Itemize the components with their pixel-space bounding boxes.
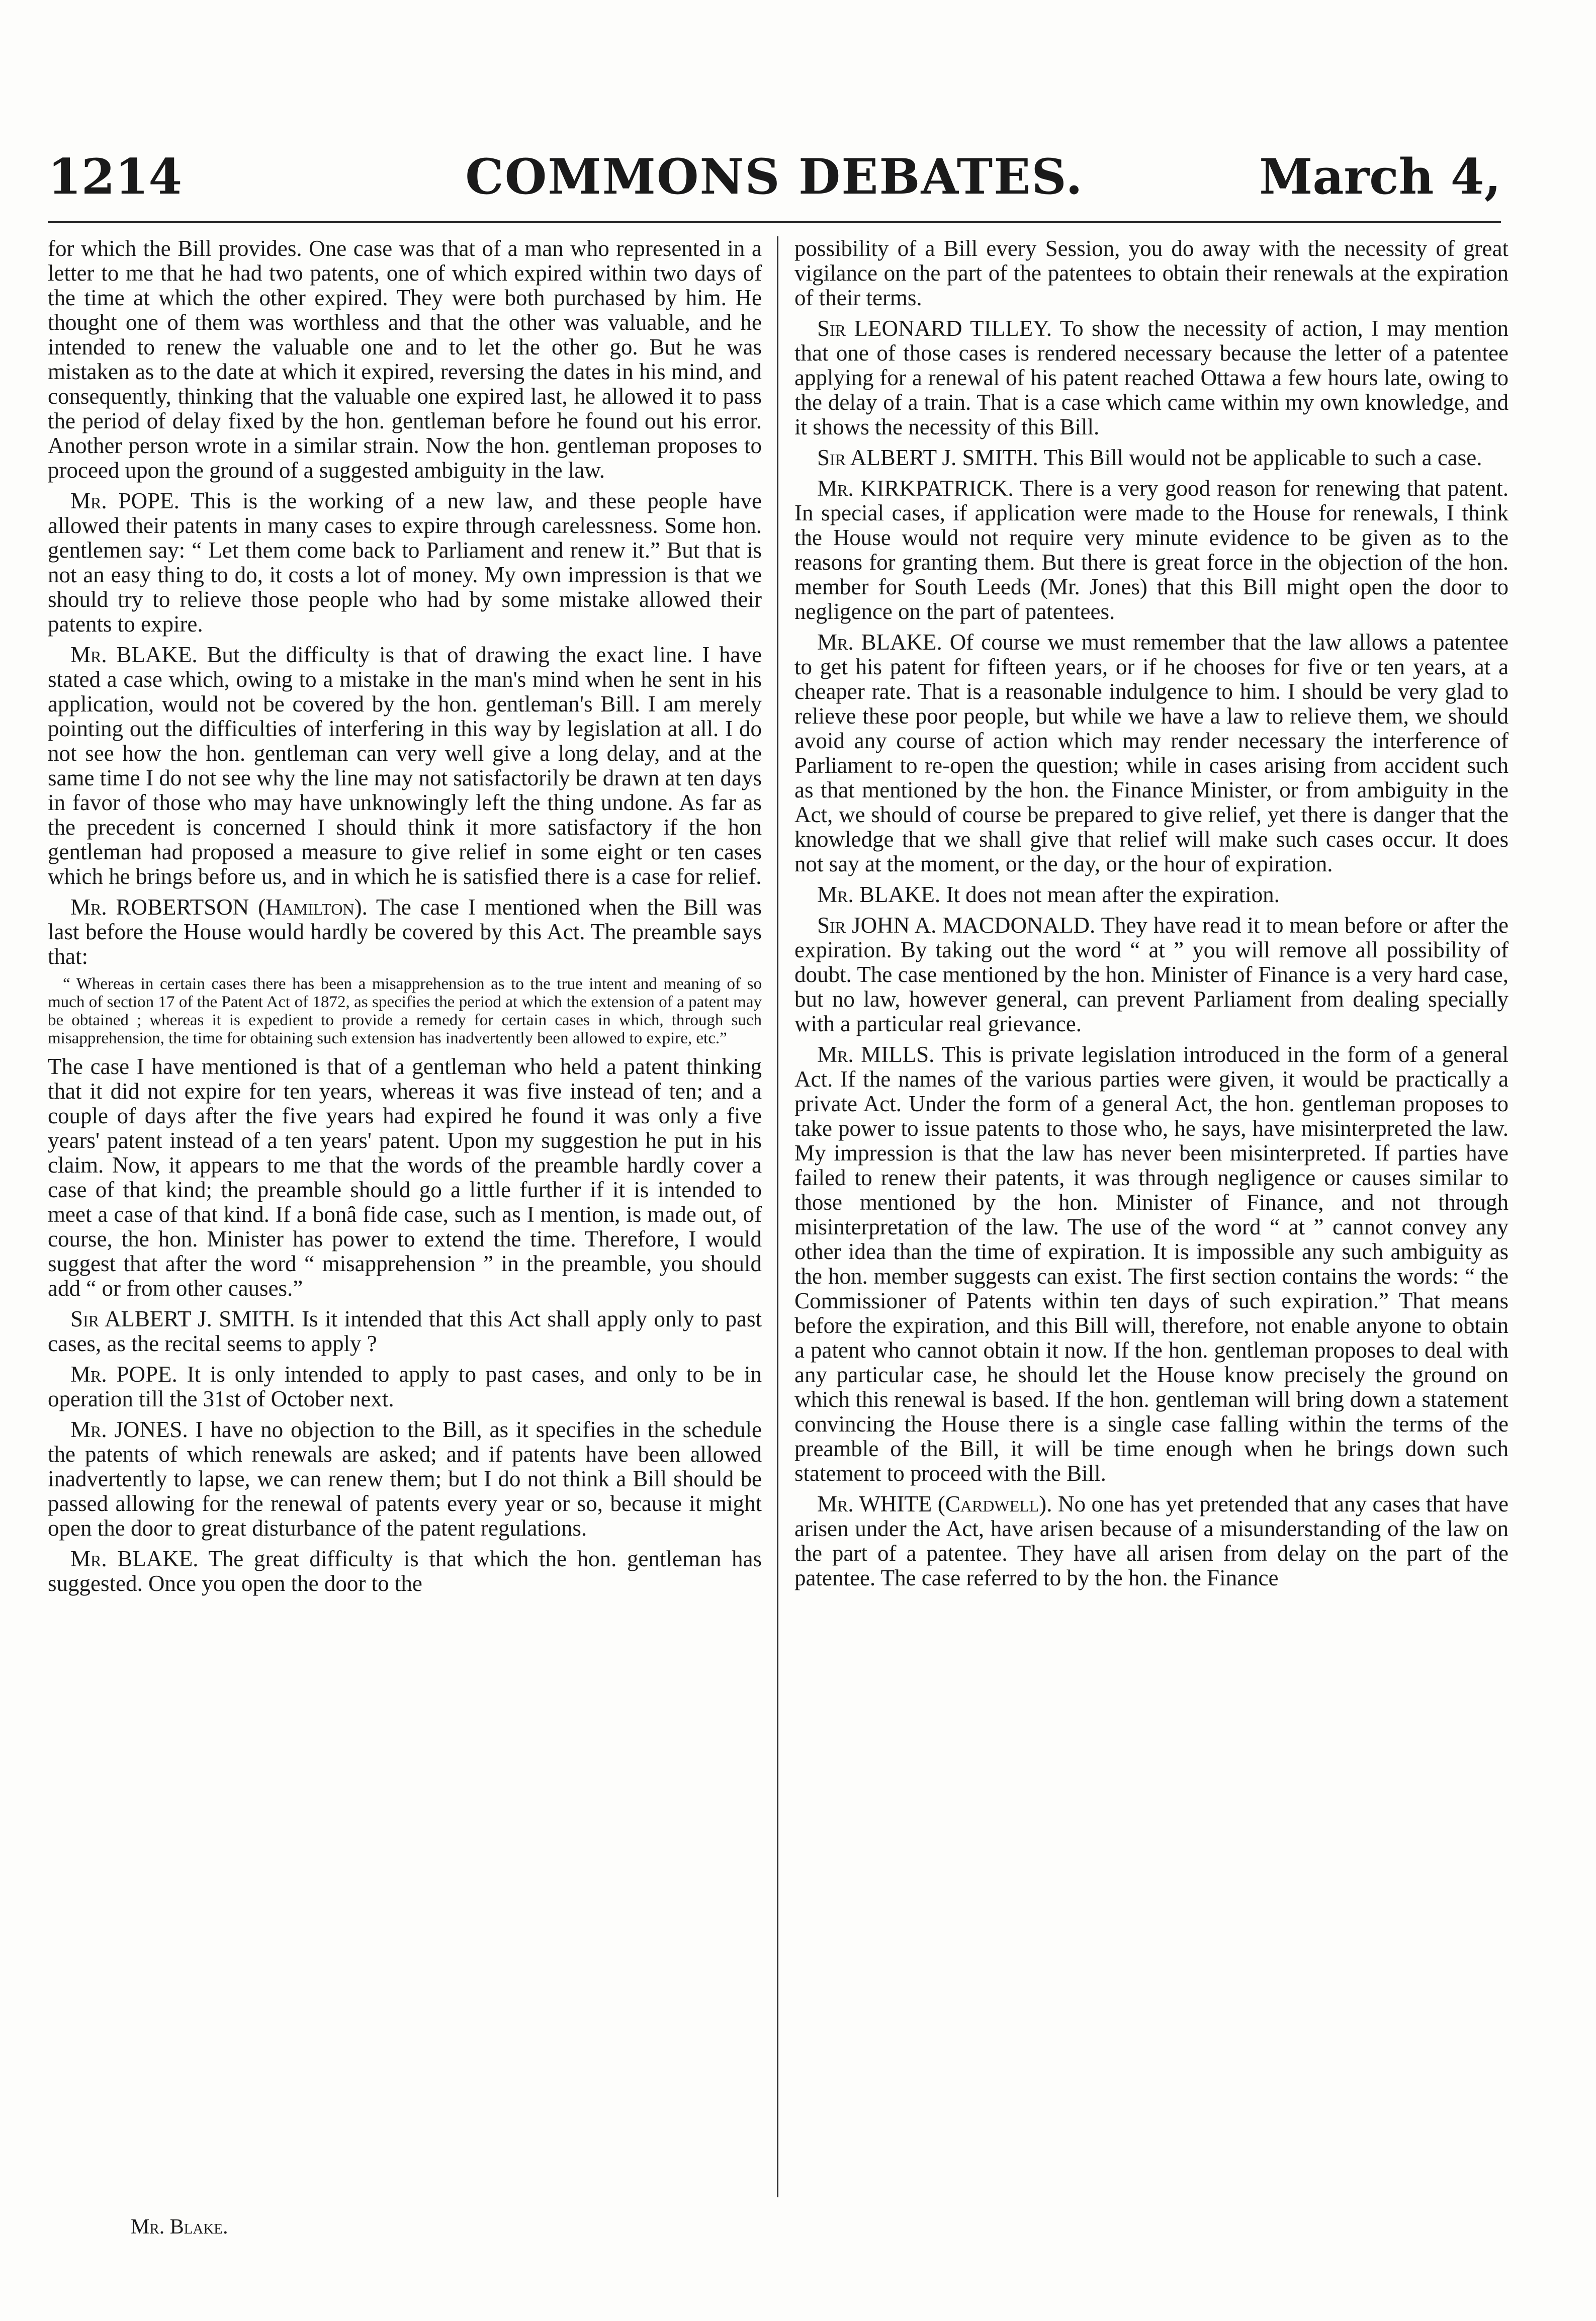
speaker-name: Mr. MILLS. (817, 1042, 935, 1067)
speech-text: The case I have mentioned is that of a gentleman who held a patent thinking that it did not expire for ten years, whereas it was five instead of ten; and a couple of days after the five years had expired he found it was only a five years' patent instead of a ten years' patent. Upon my suggestion he put in his claim. Now, it appears to me that the words of the preamble hardly cover a case of that kind; the preamble should go a little further if it is intended to meet a case of that kind. If a bonâ fide case, such as I mention, is made out, of course, the hon. Minister has power to extend the time. Therefore, I would suggest that after the word “ misapprehension ” in the preamble, you should add “ or from other causes.” (48, 1054, 762, 1301)
speech-paragraph (48, 1417, 762, 1541)
column-divider (777, 236, 778, 2197)
speech-paragraph (48, 1547, 762, 1596)
speech-text: They have read it to mean before or after the expiration. By taking out the word “ at ” you will remove all possibility of doubt. The case mentioned by the hon. Minister of Finance is a very hard case, but no law, however general, can prevent Parliament from dealing specially with a particular real grievance. (794, 913, 1509, 1036)
speech-text: This is the working of a new law, and these people have allowed their patents in many cases to expire through carelessness. Some hon. gentlemen say: “ Let them come back to Parliament and renew it.” But that is not an easy thing to do, it costs a lot of money. My own impression is that we should try to relieve those people who had by some mistake allowed their patents to expire. (48, 488, 762, 637)
quoted-preamble: “ Whereas in certain cases there has been a misapprehension as to the true intent and meaning of so much of section 17 of the Patent Act of 1872, as specifies the period at which the extension of a patent may be obtained ; whereas it is expedient to provide a remedy for certain cases in which, through such misapprehension, the time for obtaining such extension has inadvertently been allowed to expire, etc.” (48, 975, 762, 1047)
speech-paragraph (794, 1492, 1509, 1590)
speech-paragraph (794, 913, 1509, 1036)
speech-text: No one has yet pretended that any cases that have arisen under the Act, have arisen because of a misunderstanding of the law on the part of a patentee. They have all arisen from delay on the part of the patentee. The case referred to by the hon. the Finance (794, 1491, 1509, 1590)
speech-text: This Bill would not be applicable to such a case. (1043, 445, 1482, 470)
speech-paragraph (794, 236, 1509, 310)
speech-paragraph (48, 489, 762, 637)
page-footer-signature: Mr. Blake. (131, 2215, 228, 2239)
speaker-name: Sir ALBERT J. SMITH. (70, 1306, 295, 1331)
speaker-name: Mr. JONES. (70, 1417, 188, 1442)
speaker-name: Mr. WHITE (Cardwell). (817, 1491, 1052, 1516)
speaker-name: Sir ALBERT J. SMITH. (817, 445, 1038, 470)
speech-text: It is only intended to apply to past cases, and only to be in operation till the 31st of October next. (48, 1362, 762, 1411)
speech-text: It does not mean after the expiration. (946, 882, 1280, 907)
publication-title: COMMONS DEBATES. (465, 148, 1084, 205)
speaker-name: Mr. POPE. (70, 1362, 178, 1387)
speech-paragraph (794, 445, 1509, 470)
speaker-name: Sir JOHN A. MACDONALD. (817, 913, 1096, 938)
speaker-name: Mr. BLAKE. (70, 642, 198, 667)
speech-paragraph (48, 1054, 762, 1301)
speaker-name: Sir LEONARD TILLEY. (817, 316, 1052, 341)
speech-text: Is it intended that this Act shall apply only to past cases, as the recital seems to apply ? (48, 1306, 762, 1356)
speech-paragraph (48, 895, 762, 969)
speech-paragraph (48, 1307, 762, 1356)
speech-text: possibility of a Bill every Session, you do away with the necessity of great vigilance on the part of the patentees to obtain their renewals at the expiration of their terms. (794, 236, 1509, 310)
left-column (48, 236, 762, 2248)
speaker-name: Mr. KIRKPATRICK. (817, 476, 1014, 501)
speaker-name: Mr. BLAKE. (817, 630, 942, 655)
speaker-name: Mr. BLAKE. (817, 882, 941, 907)
speech-paragraph (48, 1362, 762, 1411)
speech-text: There is a very good reason for renewing that patent. In special cases, if application were made to the House for renewals, I think the House would not require very minute evidence to be given as to the reasons for granting them. But there is great force in the objection of the hon. member for South Leeds (Mr. Jones) that this Bill might open the door to negligence on the part of patentees. (794, 476, 1509, 624)
right-column (794, 236, 1509, 2248)
speaker-name: Mr. BLAKE. (70, 1546, 199, 1571)
speech-text: But the difficulty is that of drawing the exact line. I have stated a case which, owing to a mistake in the man's mind when he sent in his application, would not be covered by the hon. gentleman's Bill. I am merely pointing out the difficulties of interfering in this way by legislation at all. I do not see how the hon. gentleman can very well give a long delay, and at the same time I do not see why the line may not satisfactorily be drawn at ten days in favor of those who may have unknowingly left the thing undone. As far as the precedent is concerned I should think it more satisfactory if the hon gentleman had proposed a measure to give relief in some eight or ten cases which he brings before us, and in which he is satisfied there is a case for relief. (48, 642, 762, 889)
header-rule (48, 221, 1501, 223)
page-header (48, 148, 1501, 214)
page-number: 1214 (48, 148, 183, 205)
speaker-name: Mr. POPE. (70, 488, 180, 513)
speech-paragraph (48, 236, 762, 483)
speaker-name: Mr. ROBERTSON (Hamilton). (70, 895, 368, 920)
speech-paragraph (794, 316, 1509, 439)
speech-text: Of course we must remember that the law allows a patentee to get his patent for fifteen years, or if he chooses for five or ten years, at a cheaper rate. That is a reasonable indulgence to him. I should be very glad to relieve these poor people, but while we have a law to relieve them, we should avoid any course of action which may render necessary the interference of Parliament to re-open the question; while in cases arising from accident such as that mentioned by the hon. the Finance Minister, or from ambiguity in the Act, we should of course be prepared to give relief, yet there is danger that the knowledge that we shall give that relief will make such cases occur. It does not say at the moment, or the day, or the hour of expiration. (794, 630, 1509, 876)
speech-paragraph (794, 476, 1509, 624)
speech-paragraph (794, 882, 1509, 907)
speech-text: for which the Bill provides. One case was that of a man who represented in a letter to me that he had two patents, one of which expired within two days of the time at which the other expired. They were both purchased by him. He thought one of them was worthless and that the other was valuable, and he intended to renew the valuable one and to let the other go. But he was mistaken as to the date at which it expired, reversing the dates in his mind, and consequently, thinking that the valuable one expired last, he allowed it to pass the period of delay fixed by the hon. gentleman before he found out his error. Another person wrote in a similar strain. Now the hon. gentleman proposes to proceed upon the ground of a suggested ambiguity in the law. (48, 236, 762, 483)
speech-text: The great difficulty is that which the hon. gentleman has suggested. Once you open the door to the (48, 1546, 762, 1596)
speech-paragraph (48, 643, 762, 889)
speech-text: I have no objection to the Bill, as it specifies in the schedule the patents of which renewals are asked; and if patents have been allowed inadvertently to lapse, we can renew them; but I do not think a Bill should be passed allowing for the renewal of patents every year or so, because it might open the door to great disturbance of the patent regulations. (48, 1417, 762, 1541)
speech-paragraph (794, 630, 1509, 876)
speech-paragraph (794, 1042, 1509, 1486)
speech-text: This is private legislation introduced in the form of a general Act. If the names of the various parties were given, it would be practically a private Act. Under the form of a general Act, the hon. gentleman proposes to take power to issue patents to those who, he says, have misinterpreted the law. My impression is that the law has never been misinterpreted. If parties have failed to renew their patents, it was through negligence or causes similar to those mentioned by the hon. Minister of Finance, and not through misinterpretation of the law. The use of the word “ at ” cannot convey any other idea than the time of expiration. It is impossible any such ambiguity as the hon. member suggests can exist. The first section contains the words: “ the Commissioner of Patents within ten days of such expiration.” That means before the expiration, and this Bill will, therefore, not enable anyone to obtain a patent who cannot obtain it now. If the hon. gentleman proposes to deal with any particular case, he should let the House know precisely the ground on which this renewal is based. If the hon. gentleman will bring down a statement convincing the House there is a single case falling within the terms of the preamble of the Bill, it will be time enough when he brings down such statement to proceed with the Bill. (794, 1042, 1509, 1486)
speech-text: To show the necessity of action, I may mention that one of those cases is rendered necessary because the letter of a patentee applying for a renewal of his patent reached Ottawa a few hours late, owing to the delay of a train. That is a case which came within my own knowledge, and it shows the necessity of this Bill. (794, 316, 1509, 439)
speech-text: The case I mentioned when the Bill was last before the House would hardly be covered by this Act. The preamble says that: (48, 895, 762, 969)
header-date: March 4, (1259, 148, 1501, 205)
